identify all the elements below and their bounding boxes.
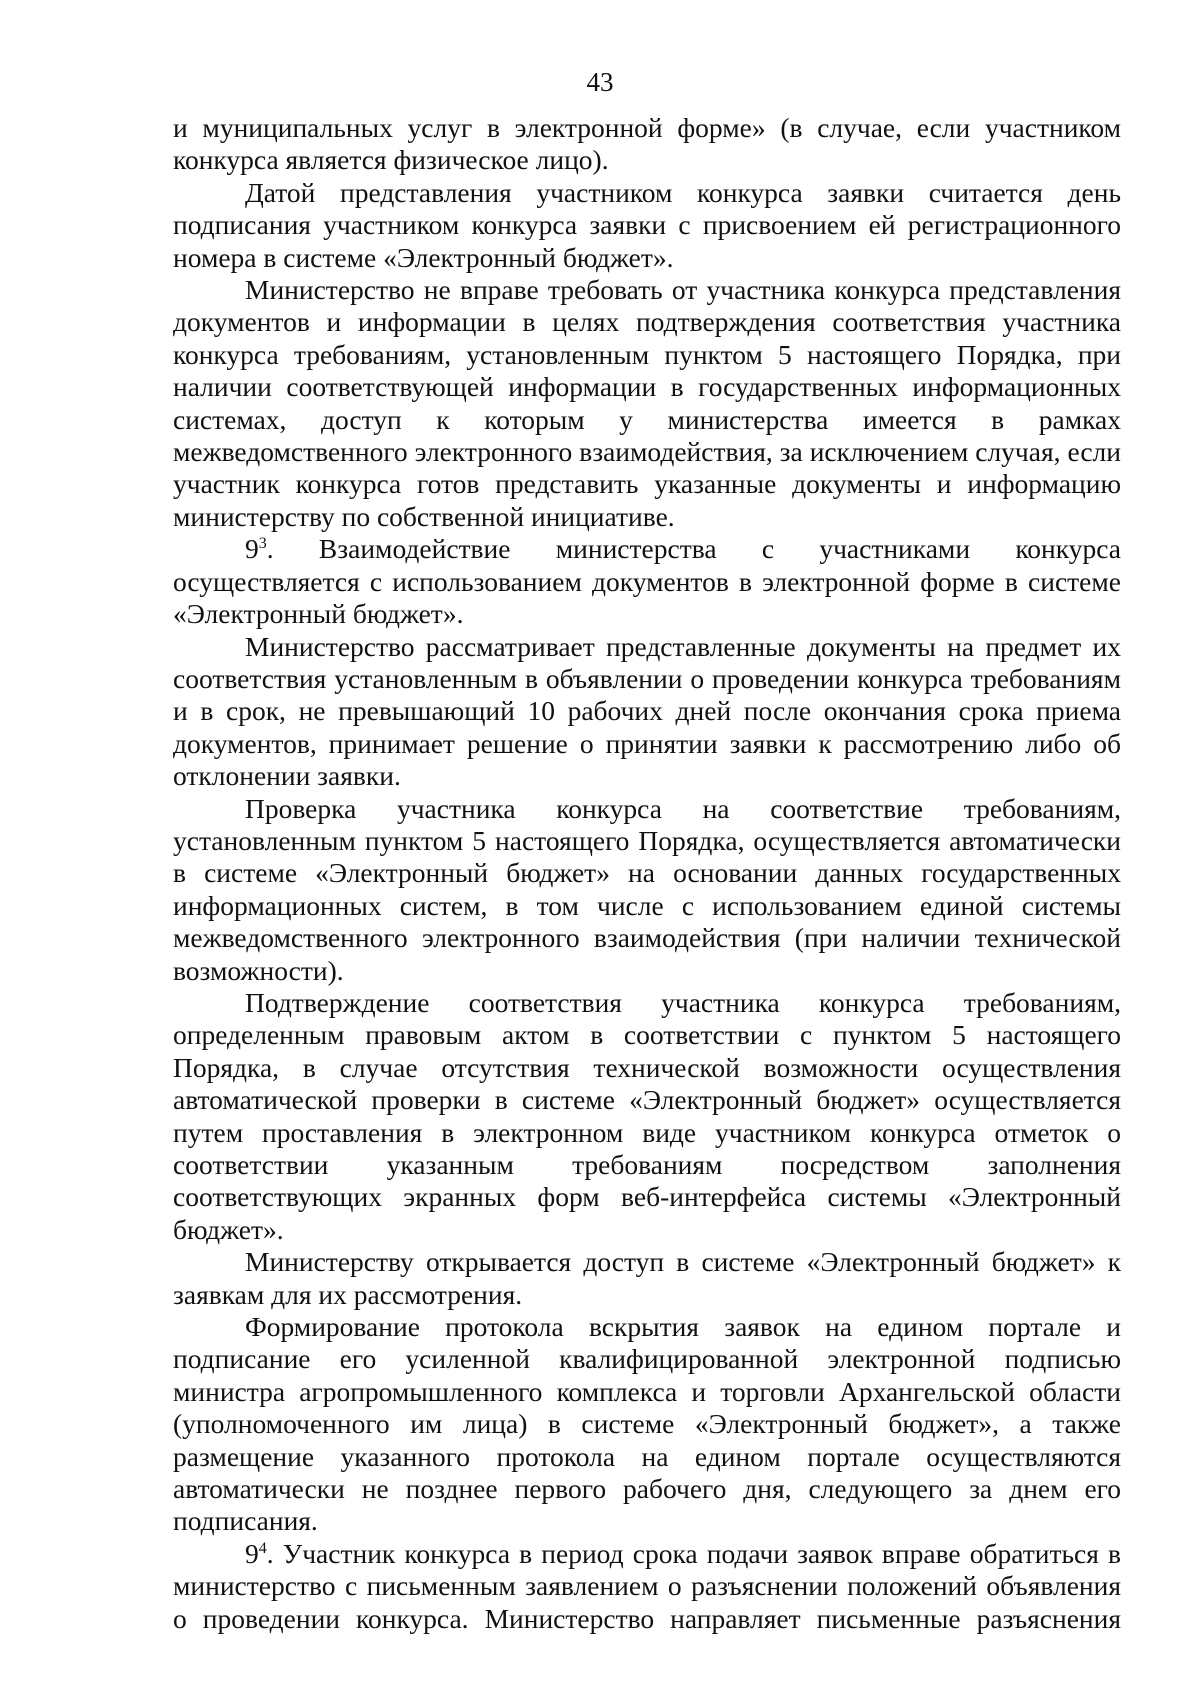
paragraph-8 <box>173 1246 1121 1311</box>
paragraph-5 <box>173 631 1121 793</box>
paragraph-text: Министерству открывается доступ в системе «Электронный бюджет» к заявкам для их рассмотрения. <box>173 1246 1121 1310</box>
paragraph-text: Датой представления участником конкурса заявки считается день подписания участником конкурса заявки с присвоением ей регистрационного номера в системе «Электронный бюджет». <box>173 176 1121 273</box>
clause-number: 9 <box>245 533 259 565</box>
page-number: 43 <box>586 67 614 97</box>
paragraph-3 <box>173 274 1121 533</box>
paragraph-text: Министерство рассматривает представленные документы на предмет их соответствия установленным в объявлении о проведении конкурса требованиям и в срок, не превышающий 10 рабочих дней после окончания срока приема документов, принимает решение о принятии заявки к рассмотрению либо об отклонении заявки. <box>173 630 1121 792</box>
paragraph-text: Проверка участника конкурса на соответствие требованиям, установленным пунктом 5 настоящего Порядка, осуществляется автоматически в системе «Электронный бюджет» на основании данных государственных информационных систем, в том числе с использованием единой системы межведомственного электронного взаимодействия (при наличии технической возможности). <box>173 792 1121 986</box>
paragraph-text: Подтверждение соответствия участника конкурса требованиям, определенным правовым актом в соответствии с пунктом 5 настоящего Порядка, в случае отсутствия технической возможности осуществления автоматической проверки в системе «Электронный бюджет» осуществляется путем проставления в электронном виде участником конкурса отметок о соответствии указанным требованиям посредством заполнения соответствующих экранных форм веб-интерфейса системы «Электронный бюджет». <box>173 986 1121 1245</box>
paragraph-9 <box>173 1311 1121 1538</box>
clause-superscript: 3 <box>258 535 267 553</box>
document-body <box>173 112 1121 1635</box>
paragraph-text: Формирование протокола вскрытия заявок на едином портале и подписание его усиленной квалифицированной электронной подписью министра агропромышленного комплекса и торговли Архангельской области (уполномоченного им лица) в системе «Электронный бюджет», а также размещение указанного протокола на едином портале осуществляются автоматически не позднее первого рабочего дня, следующего за днем его подписания. <box>173 1311 1121 1537</box>
paragraph-10 <box>173 1538 1121 1635</box>
paragraph-6 <box>173 793 1121 987</box>
paragraph-text: Министерство не вправе требовать от участника конкурса представления документов и информации в целях подтверждения соответствия участника конкурса требованиям, установленным пунктом 5 настоящего Порядка, при наличии соответствующей информации в государственных информационных системах, доступ к которым у министерства имеется в рамках межведомственного электронного взаимодействия, за исключением случая, если участник конкурса готов представить указанные документы и информацию министерству по собственной инициативе. <box>173 274 1121 532</box>
paragraph-2 <box>173 177 1121 274</box>
paragraph-4 <box>173 533 1121 630</box>
paragraph-text: и муниципальных услуг в электронной форме» (в случае, если участником конкурса является физическое лицо). <box>173 112 1121 176</box>
paragraph-text: . Взаимодействие министерства с участниками конкурса осуществляется с использованием документов в электронной форме в системе «Электронный бюджет». <box>173 533 1121 630</box>
paragraph-text: . Участник конкурса в период срока подачи заявок вправе обратиться в министерство с письменным заявлением о разъяснении положений объявления о проведении конкурса. Министерство направляет письменные разъяснения <box>173 1537 1121 1634</box>
clause-superscript: 4 <box>258 1539 267 1557</box>
paragraph-7 <box>173 987 1121 1246</box>
paragraph-1 <box>173 112 1121 177</box>
clause-number: 9 <box>245 1537 259 1569</box>
